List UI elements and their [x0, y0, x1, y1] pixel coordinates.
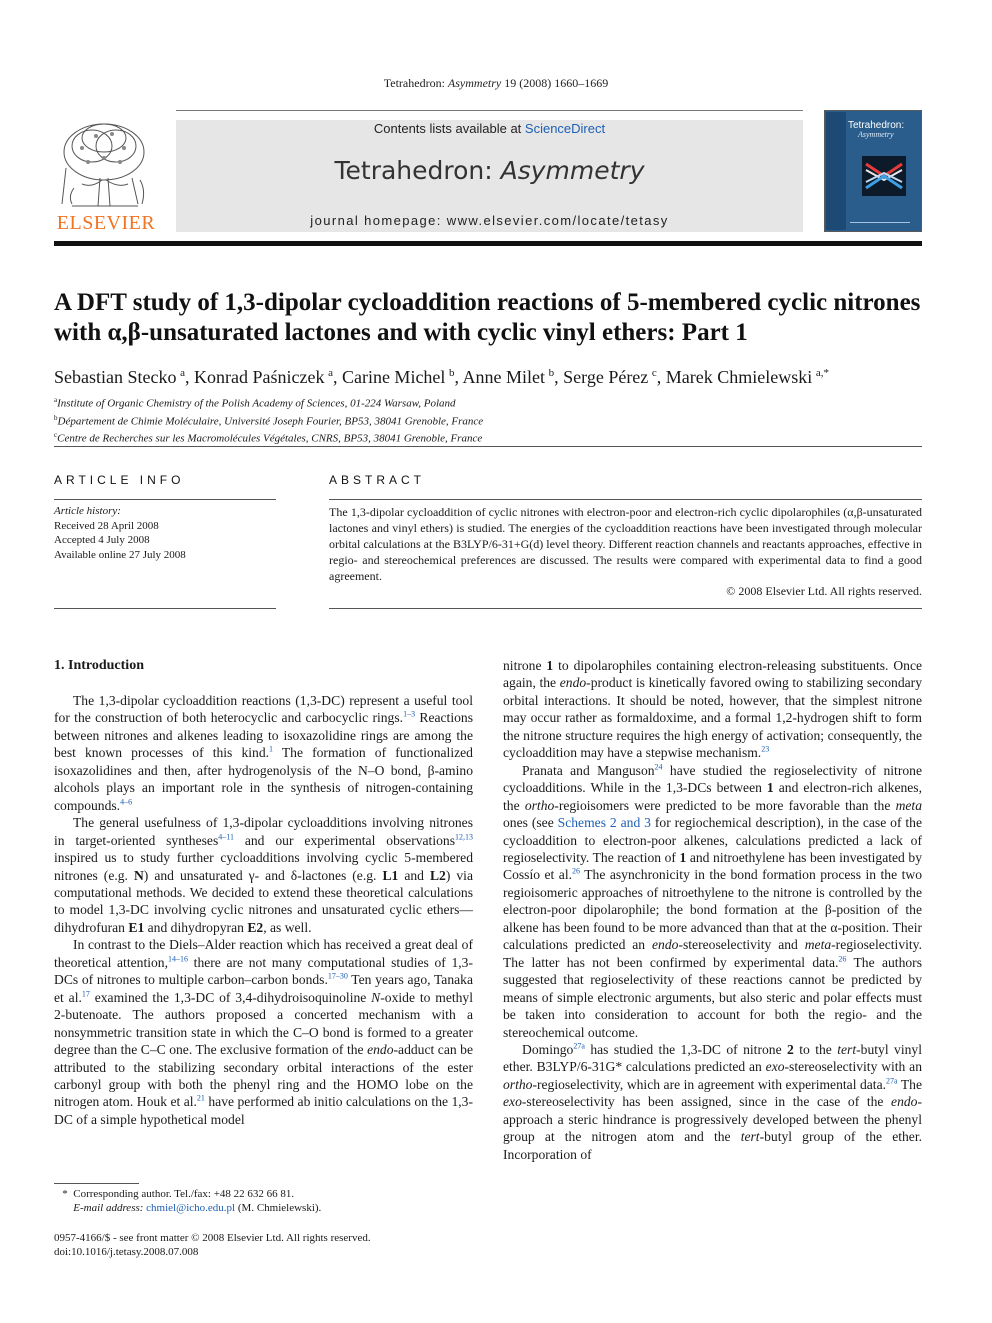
cover-strip: [826, 112, 846, 230]
author: Serge Pérez: [563, 367, 649, 387]
online-date: Available online 27 July 2008: [54, 548, 186, 561]
issn-line: 0957-4166/$ - see front matter © 2008 Elsevier Ltd. All rights reserved.: [54, 1232, 371, 1244]
body-column-right: [503, 657, 922, 1163]
cover-title: Tetrahedron:: [848, 120, 905, 131]
divider: [54, 499, 276, 500]
journal-title: Tetrahedron: Asymmetry: [334, 156, 645, 185]
divider: [54, 608, 276, 609]
body-column-left: [54, 692, 473, 1128]
author: Marek Chmielewski: [665, 367, 813, 387]
cover-subtitle: Asymmetry: [858, 130, 894, 139]
journal-homepage[interactable]: journal homepage: www.elsevier.com/locate/tetasy: [310, 213, 669, 228]
author: Anne Milet: [462, 367, 546, 387]
author-list: Sebastian Stecko $^a$, Konrad Paśniczek $^a$, Carine Michel $^b$, Anne Milet $^b$, Serge Pérez $^c$, Marek Chmielewski $^{a,*}$: [54, 367, 830, 387]
divider: [329, 499, 922, 500]
paragraph: nitrone 1 to dipolarophiles containing electron-releasing substituents. Once again, the endo-product is kinetically favored owing to stabilizing secondary orbital interactions. It should be noted, however, that the simplest nitrone may occur rather as formaldoxime, and a formal 1,2-hydrogen shift to form the nitrone structure requires the high energy of activation; consequently, the cycloaddition may have a stepwise mechanism.$^{23}$: [503, 658, 923, 761]
journal-citation: Tetrahedron: Asymmetry 19 (2008) 1660–1669: [383, 76, 609, 90]
section-heading: 1. Introduction: [54, 658, 144, 673]
divider: [54, 446, 922, 447]
author: Sebastian Stecko: [54, 367, 177, 387]
accepted-date: Accepted 4 July 2008: [54, 534, 150, 546]
affiliation: $^b$Département de Chimie Moléculaire, Université Joseph Fourier, BP53, 38041 Grenoble, France: [54, 413, 484, 428]
article-history: Article history: Received 28 April 2008 Accepted 4 July 2008 Available online 27 July 2008: [54, 504, 276, 562]
footnote-rule: [54, 1183, 139, 1184]
affiliation: $^a$Institute of Organic Chemistry of the Polish Academy of Sciences, 01-224 Warsaw, Poland: [54, 396, 456, 410]
abstract-copyright: © 2008 Elsevier Ltd. All rights reserved.: [726, 584, 922, 598]
author: Konrad Paśniczek: [193, 367, 325, 387]
issn-doi: [54, 1231, 473, 1259]
cover-footer-rule: [850, 222, 910, 223]
article-title: A DFT study of 1,3-dipolar cycloaddition reactions of 5-membered cyclic nitrones with α,β-unsaturated lactones and with cyclic vinyl ethers: Part 1: [54, 289, 921, 346]
header-rule: [176, 110, 803, 111]
paragraph: The 1,3-dipolar cycloaddition reactions (1,3-DC) represent a useful tool for the construction of both heterocyclic and carbocyclic rings.$^{1-3}$ Reactions between nitrones and alkenes leading to isoxazolidine rings are among the best known processes of this kind.$^1$ The formation of functionalized isoxazolidines and then, after hydrogenolysis of the N–O bond, β-amino alcohols plays an important role in the synthesis of nitrogen-containing compounds.$^{4-6}$: [54, 693, 473, 813]
paragraph: Pranata and Manguson$^{24}$ have studied the regioselectivity of nitrone cycloadditions. While in the 1,3-DCs between 1 and electron-rich alkenes, the ortho-regioisomers were predicted to be more favorable than the meta ones (see Schemes 2 and 3 for regiochemical description), in the case of the cycloaddition to electron-poor alkenes, calculations predicted a lack of regioselectivity. The reaction of 1 and nitroethylene has been investigated by Cossío et al.$^{26}$ The asynchronicity in the bond formation process in the two regioisomeric approaches of nitroethylene to the nitrone is controlled by the electron-poor dipolarophile; the bond formation at the β-position of the alkene has been found to be more advanced than that at the α-position. Their calculations predicted an endo-stereoselectivity and meta-regioselectivity. The latter has not been confirmed by experimental data.$^{26}$ The authors suggested that regioselectivity of these reactions cannot be predicted by means of simple electronic arguments, but also steric and polar effects must be taken into consideration to account for both the regio- and the stereochemical outcome.: [503, 762, 923, 1040]
paragraph: In contrast to the Diels–Alder reaction which has received a great deal of theoretical attention,$^{14-16}$ there are not many computational studies of 1,3-DCs of nitrones to multiple carbon–carbon bonds.$^{17-30}$ Ten years ago, Tanaka et al.$^{17}$ examined the 1,3-DC of 3,4-dihydroisoquinoline N-oxide to methyl 2-butenoate. The authors proposed a concerted mechanism with a nonsymmetric transition state in which the C–O bond is formed to a greater degree than the C–C one. The exclusive formation of the endo-adduct can be attributed to the stabilizing secondary orbital interactions of the ester carbonyl group with both the phenyl ring and the HOMO lobe on the nitrogen atom. Houk et al.$^{21}$ have performed ab initio calculations on the 1,3-DC of a simple hypothetical model: [54, 937, 474, 1127]
email-link[interactable]: chmiel@icho.edu.pl: [146, 1202, 236, 1214]
affiliation: $^c$Centre de Recherches sur les Macromolécules Végétales, CNRS, BP53, 38041 Grenoble, France: [54, 431, 483, 445]
doi-line[interactable]: doi:10.1016/j.tetasy.2008.07.008: [54, 1246, 199, 1258]
header-thick-rule: [54, 241, 922, 246]
author: Carine Michel: [341, 367, 446, 387]
paragraph: The general usefulness of 1,3-dipolar cycloadditions involving nitrones in target-oriented syntheses$^{4-11}$ and our experimental observations$^{12,13}$ inspired us to study further cycloadditions involving cyclic 5-membered nitrones (e.g. N) and unsaturated γ- and δ-lactones (e.g. L1 and L2) via computational methods. We decided to extend these theoretical calculations to model 1,3-DC involving cyclic nitrones and unsaturated cyclic ethers—dihydrofuran E1 and dihydropyran E2, as well.: [54, 815, 473, 935]
divider: [329, 608, 922, 609]
corresponding-footnote: * Corresponding author. Tel./fax: +48 22 632 66 81. E-mail address: chmiel@icho.edu.pl (M. Chmielewski).: [54, 1188, 322, 1214]
sciencedirect-link[interactable]: ScienceDirect: [524, 121, 606, 136]
paragraph: Domingo$^{27a}$ has studied the 1,3-DC of nitrone 2 to the tert-butyl vinyl ether. B3LYP/6-31G* calculations predicted an exo-stereoselectivity with an ortho-regioselectivity, which are in agreement with experimental data.$^{27a}$ The exo-stereoselectivity has been assigned, since in the case of the endo-approach a steric hindrance is progressively developed between the phenyl group at the nitrogen atom and the tert-butyl group of the ether. Incorporation of: [503, 1041, 923, 1162]
publisher-name: ELSEVIER: [56, 212, 156, 234]
received-date: Received 28 April 2008: [54, 519, 159, 532]
contents-line: Contents lists available at ScienceDirect: [373, 121, 606, 136]
abstract-heading: ABSTRACT: [329, 473, 426, 487]
affiliations: [54, 393, 924, 446]
abstract-text: The 1,3-dipolar cycloaddition of cyclic nitrones with electron-poor and electron-rich cyclic dipolarophiles (α,β-unsaturated lactones and vinyl ethers) is studied. The energies of the cycloaddition reactions have been investigated through molecular orbital calculations at the B3LYP/6-31+G(d) level theory. Different reaction channels and reactants approaches, effective in regio- and stereochemical preferences are discussed. The results were compared with experimental data to find a good agreement.: [329, 505, 922, 583]
cover-artwork: [862, 156, 906, 196]
article-info-heading: ARTICLE INFO: [54, 473, 185, 487]
